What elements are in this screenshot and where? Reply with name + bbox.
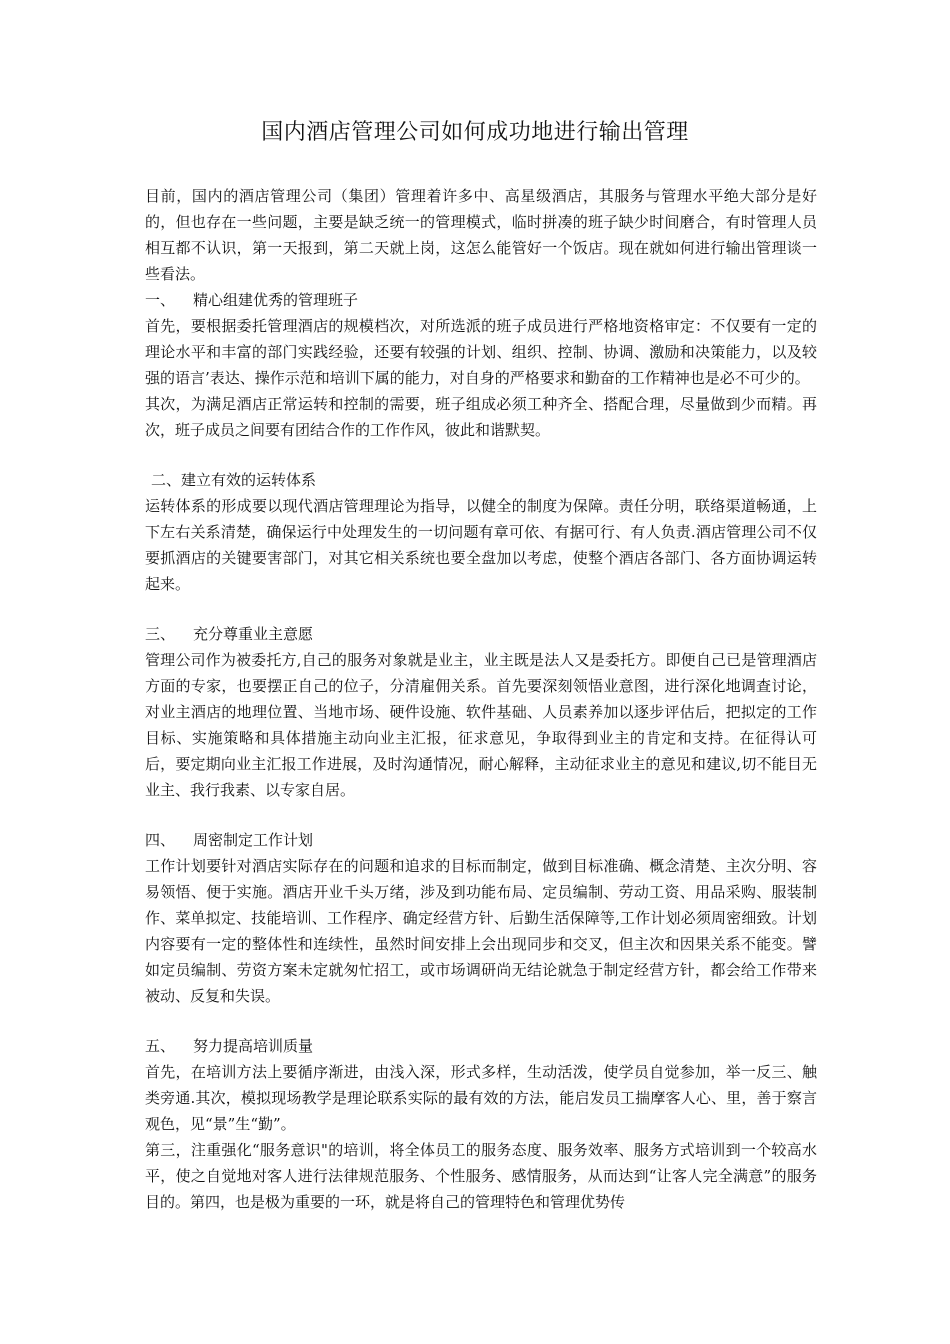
- section-number-5: 五、: [145, 1037, 176, 1055]
- section-heading-5: [145, 1033, 817, 1059]
- section-title-1: 精心组建优秀的管理班子: [193, 291, 359, 309]
- document-title: 国内酒店管理公司如何成功地进行输出管理: [261, 120, 689, 145]
- section-title-2: 二、建立有效的运转体系: [151, 471, 317, 489]
- section-1-paragraph-1: 首先，要根据委托管理酒店的规模档次，对所选派的班子成员进行严格地资格审定：不仅要有一定的理论水平和丰富的部门实践经验，还要有较强的计划、组织、控制、协调、激励和决策能力，以及较强的语言’表达、操作示范和培训下属的能力，对自身的严格要求和勤奋的工作精神也是必不可少的。: [145, 317, 817, 387]
- section-title-5: 努力提高培训质量: [193, 1037, 314, 1055]
- section-spacer: [145, 1009, 817, 1033]
- intro-paragraph: 目前，国内的酒店管理公司（集团）管理着许多中、高星级酒店，其服务与管理水平绝大部分是好的，但也存在一些问题，主要是缺乏统一的管理模式，临时拼凑的班子缺少时间磨合，有时管理人员相互都不认识，第一天报到，第二天就上岗，这怎么能管好一个饭店。现在就如何进行输出管理谈一些看法。: [145, 187, 817, 283]
- section-heading-4: [145, 827, 817, 853]
- section-heading-3: [145, 621, 817, 647]
- section-title-3: 充分尊重业主意愿: [193, 625, 314, 643]
- section-heading-1: [145, 287, 817, 313]
- section-number-3: 三、: [145, 625, 176, 643]
- section-heading-2: [145, 467, 817, 493]
- section-number-1: 一、: [145, 291, 176, 309]
- section-spacer: [145, 443, 817, 467]
- section-2-paragraph-1: 运转体系的形成要以现代酒店管理理论为指导，以健全的制度为保障。责任分明，联络渠道畅通，上下左右关系清楚，确保运行中处理发生的一切问题有章可依、有据可行、有人负责.酒店管理公司不仅要抓酒店的关键要害部门，对其它相关系统也要全盘加以考虑，使整个酒店各部门、各方面协调运转起来。: [145, 497, 817, 593]
- section-number-4: 四、: [145, 831, 176, 849]
- section-5-paragraph-2: 第三，注重强化“服务意识"的培训，将全体员工的服务态度、服务效率、服务方式培训到一个较高水平，使之自觉地对客人进行法律规范服务、个性服务、感情服务，从而达到“让客人完全满意”的服务目的。第四，也是极为重要的一环，就是将自己的管理特色和管理优势传: [145, 1141, 817, 1211]
- section-5-paragraph-1: 首先，在培训方法上要循序渐进，由浅入深，形式多样，生动活泼，使学员自觉参加，举一反三、触类旁通.其次，模拟现场教学是理论联系实际的最有效的方法，能启发员工揣摩客人心、里，善于察言观色，见“景”生“勤”。: [145, 1063, 817, 1133]
- section-4-paragraph-1: 工作计划要针对酒店实际存在的问题和追求的目标而制定，做到目标准确、概念清楚、主次分明、容易领悟、便于实施。酒店开业千头万绪，涉及到功能布局、定员编制、劳动工资、用品采购、服装制作、菜单拟定、技能培训、工作程序、确定经营方针、后勤生活保障等,工作计划必须周密细致。计划内容要有一定的整体性和连续性，虽然时间安排上会出现同步和交叉，但主次和因果关系不能变。譬如定员编制、劳资方案未定就匆忙招工，或市场调研尚无结论就急于制定经营方针，都会给工作带来被动、反复和失误。: [145, 857, 817, 1005]
- section-3-paragraph-1: 管理公司作为被委托方,自己的服务对象就是业主，业主既是法人又是委托方。即便自己已是管理酒店方面的专家，也要摆正自己的位子，分清雇佣关系。首先要深刻领悟业意图，进行深化地调查讨论，对业主酒店的地理位置、当地市场、硬件设施、软件基础、人员素养加以逐步评估后，把拟定的工作目标、实施策略和具体措施主动向业主汇报，征求意见，争取得到业主的肯定和支持。在征得认可后，要定期向业主汇报工作进展，及时沟通情况，耐心解释，主动征求业主的意见和建议,切不能目无业主、我行我素、以专家自居。: [145, 651, 817, 799]
- section-spacer: [145, 803, 817, 827]
- document-body: [145, 183, 817, 1215]
- section-spacer: [145, 597, 817, 621]
- section-title-4: 周密制定工作计划: [193, 831, 314, 849]
- section-1-paragraph-2: 其次，为满足酒店正常运转和控制的需要，班子组成必须工种齐全、搭配合理，尽量做到少而精。再次，班子成员之间要有团结合作的工作作风，彼此和谐默契。: [145, 395, 817, 439]
